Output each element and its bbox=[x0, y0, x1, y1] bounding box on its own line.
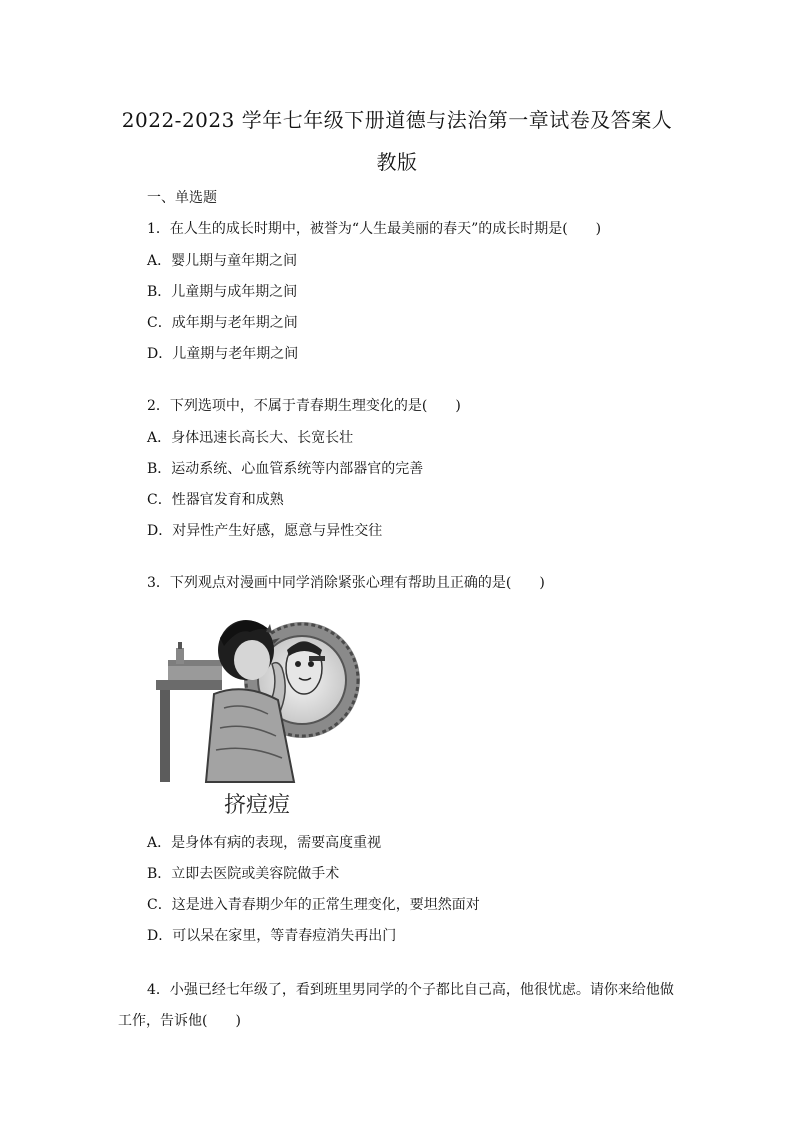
question-3-option-d: D．可以呆在家里，等青春痘消失再出门 bbox=[147, 928, 397, 944]
figure-caption: 挤痘痘 bbox=[223, 793, 291, 818]
question-3-option-a: A．是身体有病的表现，需要高度重视 bbox=[147, 835, 382, 851]
question-1-option-a: A．婴儿期与童年期之间 bbox=[147, 253, 298, 269]
question-3-option-b: B．立即去医院或美容院做手术 bbox=[147, 866, 340, 882]
question-1-option-d: D．儿童期与老年期之间 bbox=[147, 346, 299, 362]
question-2-stem: 2．下列选项中，不属于青春期生理变化的是( ) bbox=[147, 398, 461, 414]
question-3-stem: 3．下列观点对漫画中同学消除紧张心理有帮助且正确的是( ) bbox=[147, 575, 545, 591]
document-title-line1: 2022-2023 学年七年级下册道德与法治第一章试卷及答案人 bbox=[121, 108, 673, 132]
question-2-option-d: D．对异性产生好感，愿意与异性交往 bbox=[147, 523, 383, 539]
question-2-option-a: A．身体迅速长高长大、长宽长壮 bbox=[147, 430, 354, 446]
document-title-line2: 教版 bbox=[376, 150, 418, 174]
question-1-option-c: C．成年期与老年期之间 bbox=[147, 315, 298, 331]
section-heading: 一、单选题 bbox=[147, 190, 217, 206]
cartoon-figure bbox=[154, 598, 360, 822]
question-4-stem-line2: 工作，告诉他( ) bbox=[118, 1013, 241, 1029]
question-2-option-c: C．性器官发育和成熟 bbox=[147, 492, 284, 508]
question-4-stem-line1: 4．小强已经七年级了，看到班里男同学的个子都比自己高，他很忧虑。请你来给他做 bbox=[147, 982, 674, 998]
question-3-option-c: C．这是进入青春期少年的正常生理变化，要坦然面对 bbox=[147, 897, 480, 913]
question-1-stem: 1．在人生的成长时期中，被誉为“人生最美丽的春天”的成长时期是( ) bbox=[147, 221, 602, 237]
cartoon-illustration bbox=[154, 598, 360, 822]
question-2-option-b: B．运动系统、心血管系统等内部器官的完善 bbox=[147, 461, 424, 477]
question-1-option-b: B．儿童期与成年期之间 bbox=[147, 284, 298, 300]
